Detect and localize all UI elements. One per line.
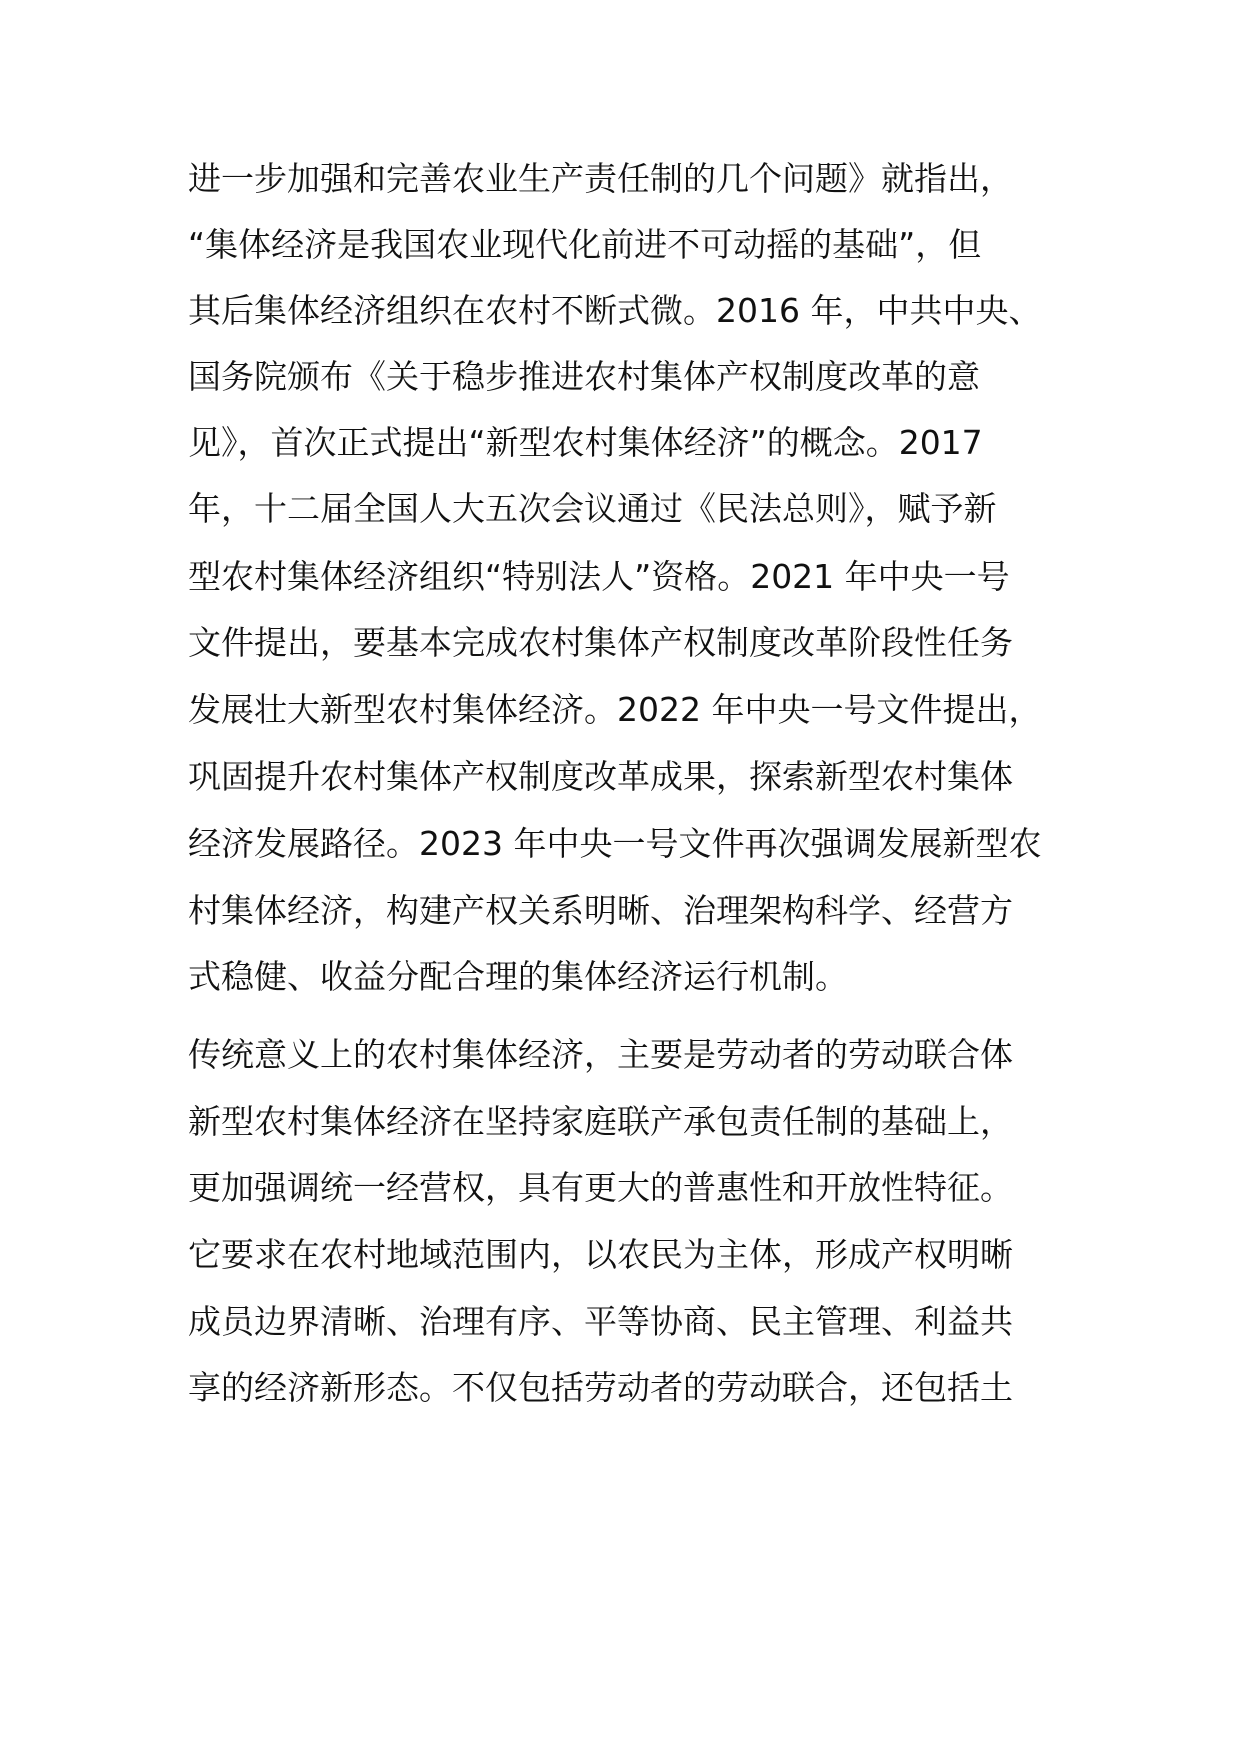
paragraph-1-line-1: 进一步加强和完善农业生产责任制的几个问题》就指出，	[188, 159, 1013, 198]
paragraph-2-line-3: 更加强调统一经营权，具有更大的普惠性和开放性特征。	[188, 1168, 1013, 1207]
paragraph-1-line-8: 文件提出，要基本完成农村集体产权制度改革阶段性任务	[188, 623, 1013, 662]
paragraph-2-line-6: 享的经济新形态。不仅包括劳动者的劳动联合，还包括土	[188, 1368, 1013, 1407]
paragraph-1-line-4: 国务院颁布《关于稳步推进农村集体产权制度改革的意	[188, 357, 980, 396]
paragraph-1-line-6: 年，十二届全国人大五次会议通过《民法总则》，赋予新	[188, 489, 997, 528]
paragraph-1-line-12: 村集体经济，构建产权关系明晰、治理架构科学、经营方	[188, 891, 1013, 930]
paragraph-1-line-11: 经济发展路径。2023 年中央一号文件再次强调发展新型农	[188, 824, 1042, 863]
paragraph-1-line-13: 式稳健、收益分配合理的集体经济运行机制。	[188, 957, 848, 996]
paragraph-1-line-3: 其后集体经济组织在农村不断式微。2016 年，中共中央、	[188, 291, 1042, 330]
paragraph-1-line-2: “集体经济是我国农业现代化前进不可动摇的基础”，但	[188, 225, 982, 264]
body-text	[188, 0, 1068, 1754]
paragraph-2-line-5: 成员边界清晰、治理有序、平等协商、民主管理、利益共	[188, 1302, 1013, 1341]
paragraph-2-line-2: 新型农村集体经济在坚持家庭联产承包责任制的基础上，	[188, 1102, 1013, 1141]
paragraph-2-line-4: 它要求在农村地域范围内，以农民为主体，形成产权明晰	[188, 1235, 1013, 1274]
paragraph-1-line-7: 型农村集体经济组织“特别法人”资格。2021 年中央一号	[188, 557, 1010, 596]
paragraph-1-line-9: 发展壮大新型农村集体经济。2022 年中央一号文件提出，	[188, 690, 1042, 729]
paragraph-1-line-10: 巩固提升农村集体产权制度改革成果，探索新型农村集体	[188, 757, 1013, 796]
paragraph-2-line-1: 传统意义上的农村集体经济，主要是劳动者的劳动联合体	[188, 1035, 1013, 1074]
paragraph-1-line-5: 见》，首次正式提出“新型农村集体经济”的概念。2017	[188, 423, 983, 462]
